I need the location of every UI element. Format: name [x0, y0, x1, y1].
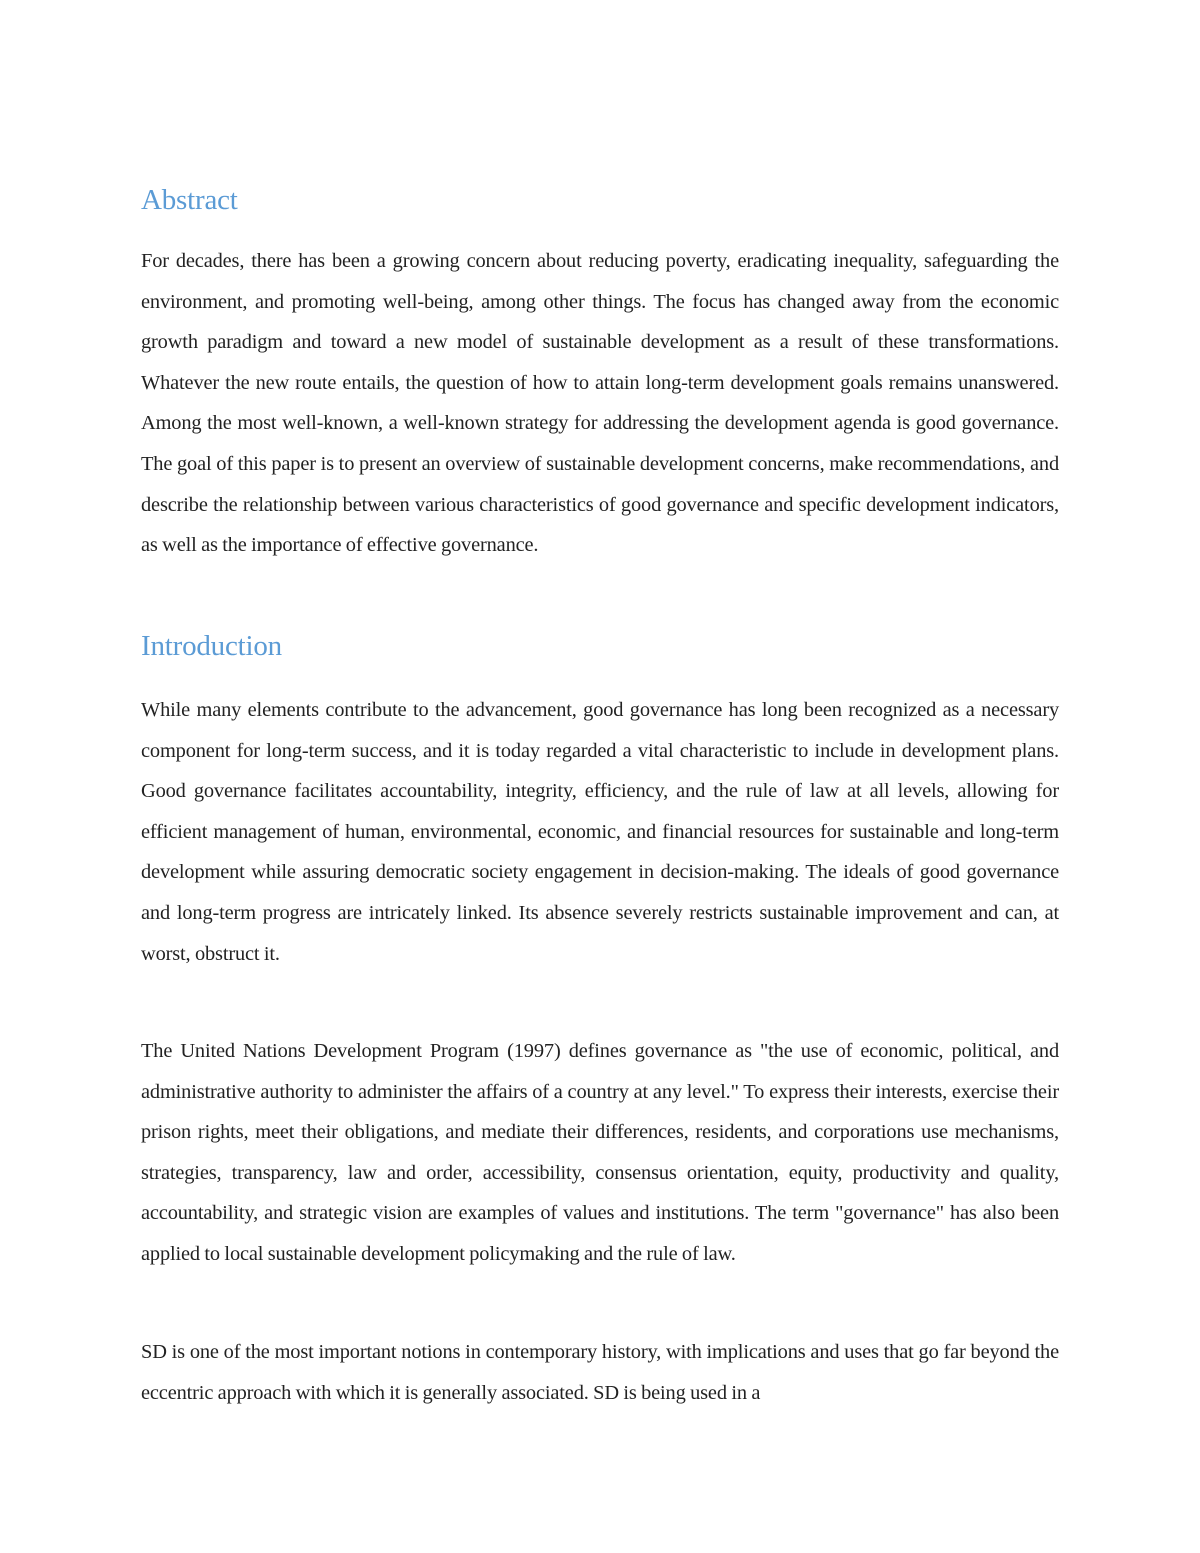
- introduction-heading: Introduction: [141, 630, 282, 662]
- introduction-paragraph-1: While many elements contribute to the advancement, good governance has long been recognized as a necessary component for long-term success, and it is today regarded a vital characteristic to include in development plans. Good governance facilitates accountability, integrity, efficiency, and the rule of law at all levels, allowing for efficient management of human, environmental, economic, and financial resources for sustainable and long-term development while assuring democratic society engagement in decision-making. The ideals of good governance and long-term progress are intricately linked. Its absence severely restricts sustainable improvement and can, at worst, obstruct it.: [141, 699, 1059, 965]
- abstract-heading: Abstract: [141, 184, 238, 216]
- abstract-paragraph: For decades, there has been a growing concern about reducing poverty, eradicating inequality, safeguarding the environment, and promoting well-being, among other things. The focus has changed away from the economic growth paradigm and toward a new model of sustainable development as a result of these transformations. Whatever the new route entails, the question of how to attain long-term development goals remains unanswered. Among the most well-known, a well-known strategy for addressing the development agenda is good governance. The goal of this paper is to present an overview of sustainable development concerns, make recommendations, and describe the relationship between various characteristics of good governance and specific development indicators, as well as the importance of effective governance.: [141, 250, 1059, 557]
- introduction-paragraph-3: SD is one of the most important notions in contemporary history, with implications and uses that go far beyond the eccentric approach with which it is generally associated. SD is being used in a: [141, 1341, 1059, 1404]
- introduction-paragraph-2: The United Nations Development Program (1997) defines governance as "the use of economic, political, and administrative authority to administer the affairs of a country at any level." To express their interests, exercise their prison rights, meet their obligations, and mediate their differences, residents, and corporations use mechanisms, strategies, transparency, law and order, accessibility, consensus orientation, equity, productivity and quality, accountability, and strategic vision are examples of values and institutions. The term "governance" has also been applied to local sustainable development policymaking and the rule of law.: [141, 1040, 1059, 1265]
